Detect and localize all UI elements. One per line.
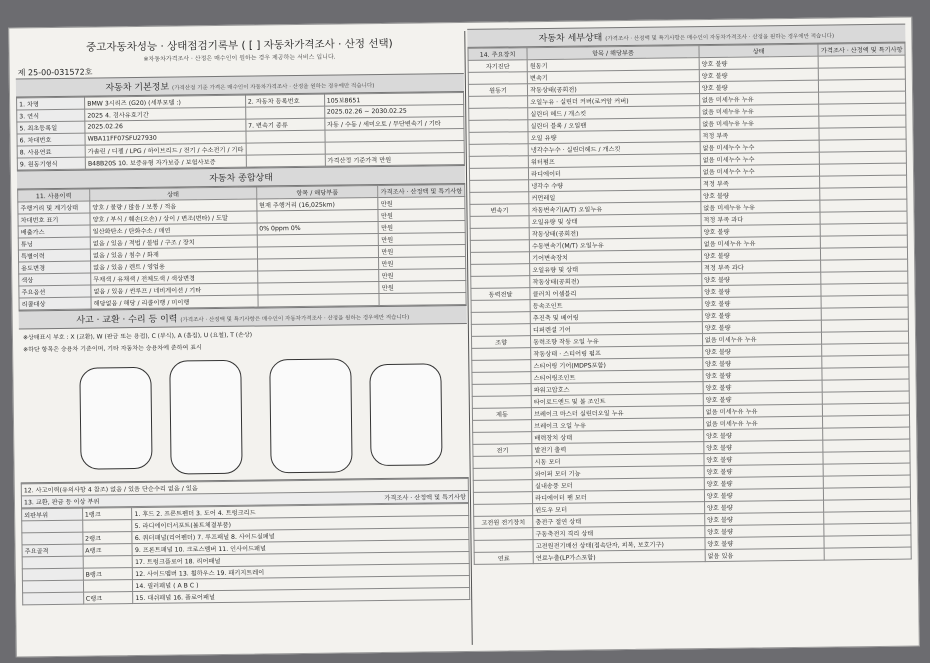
detail-cell: 커먼레일 <box>529 190 701 204</box>
detail-cell: 없음 미세누수 누수 <box>700 140 820 153</box>
detail-cell: 스티어링조인트 <box>531 370 703 384</box>
detail-cell <box>474 504 533 517</box>
summary-cell: 용도변경 <box>19 261 91 274</box>
detail-cell <box>470 240 529 253</box>
detail-cell: 수동변속기(M/T) 오일누유 <box>529 238 701 252</box>
detail-cell: 변속기 <box>470 204 529 217</box>
detail-price-cell <box>823 403 910 416</box>
basic-info-cell: 3. 연식 <box>17 109 85 122</box>
exchange-cell <box>22 580 83 593</box>
accident-title: 사고 · 교환 · 수리 등 이력 <box>76 314 178 326</box>
detail-price-cell <box>825 547 912 560</box>
summary-cell: 주행거리 및 계기상태 <box>18 201 90 214</box>
detail-cell <box>469 156 528 169</box>
basic-info-cell: 2. 자동차 등록번호 <box>245 94 324 107</box>
summary-cell: 양호 / 부식 / 훼손(오손) / 상이 / 변조(변타) / 도말 <box>90 211 257 225</box>
detail-cell <box>469 96 528 109</box>
detail-column-header: 항목 / 해당부품 <box>527 46 699 60</box>
summary-column-header: 상태 <box>90 187 257 201</box>
detail-price-cell <box>824 511 911 524</box>
detail-column-header: 14. 주요장치 <box>468 48 527 61</box>
exchange-cell: 15. 대쉬패널 16. 플로어패널 <box>133 587 470 603</box>
form-title: 중고자동차성능 · 상태점검기록부 ( [ ] 자동차가격조사 · 산정 선택) <box>86 37 393 54</box>
detail-cell: 오일누유 · 실린더 커버(로커암 커버) <box>528 94 700 108</box>
detail-cell <box>472 372 531 385</box>
detail-cell <box>469 168 528 181</box>
summary-cell: 없음 / 있음 / 썬루프 / 네비게이션 / 기타 <box>91 283 258 297</box>
basic-info-cell: 2025.02.26 <box>85 119 246 133</box>
basic-info-cell: BMW 3시리즈 (G20) (세부모델 :) <box>85 95 246 109</box>
detail-cell: 변속기 <box>527 70 699 84</box>
exchange-cell <box>23 592 84 605</box>
summary-header: 자동차 종합상태 <box>17 165 465 189</box>
detail-cell <box>471 312 530 325</box>
left-page <box>15 29 471 652</box>
summary-cell: 리콜대상 <box>19 297 91 310</box>
detail-cell: 없음 미세누유 누유 <box>701 200 821 213</box>
summary-column-header: 항목 / 해당부품 <box>256 186 378 199</box>
detail-cell: 양호 불량 <box>702 272 822 285</box>
basic-info-cell <box>246 142 325 155</box>
summary-cell: 만원 <box>378 196 465 209</box>
summary-cell: 만원 <box>379 280 466 293</box>
detail-cell: 냉각수누수 · 실린더헤드 / 개스킷 <box>528 142 700 156</box>
detail-cell: 없음 있음 <box>705 548 825 561</box>
detail-cell <box>473 492 532 505</box>
summary-cell: 차대번호 표기 <box>18 213 90 226</box>
detail-cell: 양호 불량 <box>699 68 819 81</box>
detail-cell: 없음 미세누유 누유 <box>701 236 821 249</box>
detail-cell: 라디에이터 <box>529 166 701 180</box>
detail-cell: 구동축전지 격리 상태 <box>533 526 705 540</box>
detail-cell: 작동상태(공회전) <box>530 274 702 288</box>
summary-cell: 0% 0ppm 0% <box>257 222 379 235</box>
detail-cell: 양호 불량 <box>703 392 823 405</box>
detail-cell <box>472 348 531 361</box>
detail-cell: 없음 미세누유 누유 <box>703 404 823 417</box>
detail-price-cell <box>824 523 911 536</box>
detail-cell: 와이퍼 모터 기능 <box>532 466 704 480</box>
summary-cell: 없음 / 있음 / 적법 / 불법 / 구조 / 장치 <box>90 235 257 249</box>
summary-cell <box>379 292 466 305</box>
exchange-cell: B랭크 <box>83 568 133 581</box>
detail-cell: 고전원전기배선 상태(접속단자, 피복, 보호기구) <box>533 538 705 552</box>
detail-price-cell <box>822 319 909 332</box>
detail-price-cell <box>820 151 907 164</box>
exchange-cell <box>82 520 132 533</box>
detail-cell <box>471 300 530 313</box>
detail-cell: 브레이크 마스터 실린더오일 누유 <box>531 406 703 420</box>
summary-cell: 양호 / 불량 / 많음 / 보통 / 적음 <box>90 199 257 213</box>
detail-cell: 발전기 출력 <box>532 442 704 456</box>
detail-cell: 워터펌프 <box>528 154 700 168</box>
detail-cell: 제동 <box>472 408 531 421</box>
exchange-cell <box>22 520 83 533</box>
summary-cell: 특별이력 <box>18 249 90 262</box>
detail-price-cell <box>820 175 907 188</box>
summary-cell: 만원 <box>379 256 466 269</box>
detail-cell <box>470 192 529 205</box>
summary-cell: 해당없음 / 해당 / 리콜이행 / 미이행 <box>91 295 258 309</box>
detail-cell: 양호 불량 <box>705 536 825 549</box>
accident-history-row: 12. 사고이력(유의사항 4 참조) 없음 / 있음 단순수리 없음 / 있음 <box>21 478 468 495</box>
detail-cell <box>472 360 531 373</box>
detail-price-cell <box>823 451 910 464</box>
basic-info-cell: 가격산정 기준가격 만원 <box>325 152 464 166</box>
summary-cell: 만원 <box>379 244 466 257</box>
detail-cell: 양호 불량 <box>704 476 824 489</box>
detail-cell: 양호 불량 <box>703 356 823 369</box>
basic-info-cell: WBA11FF07SFU27930 <box>85 131 246 145</box>
detail-cell: 시동 모터 <box>532 454 704 468</box>
exchange-cell <box>22 556 83 569</box>
summary-cell: 만원 <box>378 208 465 221</box>
detail-cell: 오일유량 및 상태 <box>530 262 702 276</box>
detail-cell: 자동변속기(A/T) 오일누유 <box>529 202 701 216</box>
exchange-cell: A랭크 <box>83 544 133 557</box>
detail-cell <box>473 420 532 433</box>
detail-price-cell <box>822 331 909 344</box>
detail-cell: 양호 불량 <box>703 368 823 381</box>
detail-price-cell <box>819 67 906 80</box>
detail-cell: 타이로드엔드 및 볼 조인트 <box>531 394 703 408</box>
detail-cell: 기어변속장치 <box>530 250 702 264</box>
exchange-cell: 6. 쿼터패널(리어펜더) 7. 루프패널 8. 사이드실패널 <box>132 527 469 543</box>
detail-cell: 동력전달 <box>471 288 530 301</box>
detail-cell: 작동상태(공회전) <box>528 82 700 96</box>
detail-cell: 오일유량 및 상태 <box>529 214 701 228</box>
detail-cell: 추진축 및 베어링 <box>530 310 702 324</box>
car-left-side-diagram <box>79 367 152 470</box>
exchange-cell: C랭크 <box>83 592 133 605</box>
exchange-cell <box>22 568 83 581</box>
detail-cell: 양호 불량 <box>703 428 823 441</box>
detail-cell: 동력조향 작동 오일 누유 <box>531 334 703 348</box>
detail-price-cell <box>822 367 909 380</box>
detail-cell: 브레이크 오일 누유 <box>532 418 704 432</box>
detail-cell <box>473 480 532 493</box>
basic-info-cell: 2025 4. 검사유효기간 <box>85 107 246 121</box>
detail-cell: 없음 미세누수 누수 <box>700 152 820 165</box>
detail-cell: 오일 유량 <box>528 130 700 144</box>
summary-cell <box>258 294 380 307</box>
exchange-price-header: 가격조사 · 산정액 및 특기사항 <box>384 493 467 502</box>
detail-cell <box>472 384 531 397</box>
detail-price-cell <box>823 439 910 452</box>
detail-cell: 원동기 <box>527 58 699 72</box>
detail-cell: 고전원 전기장치 <box>474 516 533 529</box>
basic-info-cell: 가솔린 / 디젤 / LPG / 하이브리드 / 전기 / 수소전기 / 기타 <box>85 143 246 157</box>
detail-price-cell <box>820 187 907 200</box>
exchange-cell: 주요골격 <box>22 544 83 557</box>
summary-column-header: 가격조사 · 산정액 및 특기사항 <box>378 184 465 197</box>
detail-cell: 양호 불량 <box>704 452 824 465</box>
detail-cell: 양호 불량 <box>704 440 824 453</box>
detail-cell: 양호 불량 <box>704 500 824 513</box>
detail-column-header: 상태 <box>699 44 819 57</box>
detail-cell <box>473 456 532 469</box>
summary-cell: 현재 주행거리 (16,025km) <box>256 198 378 211</box>
detail-price-cell <box>822 379 909 392</box>
detail-price-cell <box>822 355 909 368</box>
detail-price-cell <box>820 199 907 212</box>
detail-cell <box>471 324 530 337</box>
detail-cell: 자기진단 <box>468 60 527 73</box>
detail-cell <box>473 432 532 445</box>
summary-cell: 무채색 / 유채색 / 전체도색 / 색상변경 <box>91 271 258 285</box>
detail-price-cell <box>823 427 910 440</box>
detail-cell: 충전구 절연 상태 <box>533 514 705 528</box>
detail-cell: 양호 불량 <box>702 308 822 321</box>
basic-info-cell: B48B20S 10. 보증유형 자가보증 / 보험사보증 <box>85 155 246 169</box>
right-page <box>467 24 913 647</box>
summary-cell: 없음 / 있음 / 렌트 / 영업용 <box>91 259 258 273</box>
detail-cell: 실린더 헤드 / 개스킷 <box>528 106 700 120</box>
detail-price-cell <box>821 235 908 248</box>
detail-cell <box>473 468 532 481</box>
summary-cell: 색상 <box>19 273 91 286</box>
detail-cell: 클러치 어셈블리 <box>530 286 702 300</box>
detail-price-cell <box>821 247 908 260</box>
detail-cell: 작동상태 · 스티어링 펌프 <box>531 346 703 360</box>
detail-cell <box>469 108 528 121</box>
detail-cell: 작동상태(공회전) <box>529 226 701 240</box>
detail-price-cell <box>824 499 911 512</box>
detail-cell: 양호 불량 <box>704 488 824 501</box>
detail-cell: 양호 불량 <box>705 524 825 537</box>
detail-cell: 라디에이터 팬 모터 <box>533 490 705 504</box>
detail-cell <box>469 120 528 133</box>
basic-info-cell: 9. 원동기형식 <box>17 157 85 170</box>
detail-cell <box>471 276 530 289</box>
basic-info-note: (가격산정 기준 가격은 매수인이 자동차가격조사 · 산정을 원하는 경우에만 적습니다) <box>171 83 375 92</box>
summary-cell: 만원 <box>379 220 466 233</box>
summary-column-header: 11. 사용이력 <box>18 189 90 202</box>
exchange-cell: 17. 트렁크플로어 18. 리어패널 <box>133 551 470 567</box>
detail-cell: 양호 불량 <box>702 296 822 309</box>
summary-cell: 일산화탄소 / 탄화수소 / 매연 <box>90 223 257 237</box>
detail-cell: 양호 불량 <box>701 248 821 261</box>
detail-cell: 없음 미세누유 누유 <box>699 92 819 105</box>
detail-cell: 양호 불량 <box>701 188 821 201</box>
detail-price-cell <box>823 415 910 428</box>
detail-cell: 배력장치 상태 <box>532 430 704 444</box>
basic-info-cell: 8. 사용연료 <box>17 145 85 158</box>
detail-price-cell <box>819 79 906 92</box>
detail-price-cell <box>823 391 910 404</box>
basic-info-cell: 7. 변속기 종류 <box>246 118 325 131</box>
detail-cell <box>470 228 529 241</box>
basic-info-table <box>16 92 465 170</box>
detail-cell <box>470 180 529 193</box>
detail-cell: 없음 미세누유 누유 <box>703 416 823 429</box>
exchange-cell <box>83 556 133 569</box>
basic-info-cell: 1. 차명 <box>17 97 85 110</box>
exchange-cell <box>83 580 133 593</box>
basic-info-cell <box>246 154 325 167</box>
detail-cell: 양호 불량 <box>703 380 823 393</box>
summary-table <box>17 184 466 310</box>
detail-cell <box>469 132 528 145</box>
detail-cell: 없음 미세누수 누수 <box>700 164 820 177</box>
detail-cell: 양호 불량 <box>704 464 824 477</box>
detail-cell: 스티어링 기어(MDPS포함) <box>531 358 703 372</box>
detail-price-cell <box>820 211 907 224</box>
detail-price-cell <box>820 163 907 176</box>
detail-cell: 실린더 블록 / 오일팬 <box>528 118 700 132</box>
document-number: 제 25-00-031572호 <box>17 67 93 78</box>
accident-note: (가격조사 · 산정액 및 특기사항은 매수인이 자동차가격조사 · 산정을 원하는 경우에만 적습니다) <box>180 314 410 324</box>
basic-info-cell: 2025.02.26 ~ 2030.02.25 <box>324 104 463 118</box>
car-frame-diagram <box>269 358 352 473</box>
detail-price-cell <box>824 463 911 476</box>
exchange-cell: 2랭크 <box>83 532 133 545</box>
detail-price-cell <box>821 271 908 284</box>
detail-cell <box>470 216 529 229</box>
detail-cell: 연료누출(LP가스포함) <box>533 550 705 564</box>
detail-cell: 양호 불량 <box>702 344 822 357</box>
summary-cell: 튜닝 <box>18 237 90 250</box>
detail-cell <box>469 144 528 157</box>
detail-price-cell <box>824 475 911 488</box>
detail-price-cell <box>821 223 908 236</box>
detail-price-cell <box>819 103 906 116</box>
detail-cell: 양호 불량 <box>701 224 821 237</box>
detail-cell: 양호 불량 <box>699 56 819 69</box>
detail-cell: 전기 <box>473 444 532 457</box>
detail-price-cell <box>819 115 906 128</box>
detail-cell: 등속조인트 <box>530 298 702 312</box>
detail-cell: 적정 부족 과다 <box>701 212 821 225</box>
summary-cell: 없음 / 있음 / 침수 / 화재 <box>90 247 257 261</box>
detail-cell <box>474 528 533 541</box>
legend-note: ※하단 항목은 승용차 기준이며, 기타 자동차는 승용차에 준하여 표시 <box>23 344 202 354</box>
detail-cell <box>474 540 533 553</box>
car-right-side-diagram <box>369 363 442 466</box>
basic-info-cell: 105보8651 <box>324 92 463 106</box>
detail-table <box>467 43 911 565</box>
detail-note: (가격조사 · 산정액 및 특기사항은 매수인이 자동차가격조사 · 산정을 원하는 경우에만 적습니다) <box>605 33 835 43</box>
summary-cell: 만원 <box>379 232 466 245</box>
exchange-cell: 5. 라디에이터서포트(볼트체결부품) <box>132 515 469 531</box>
detail-cell <box>468 72 527 85</box>
detail-cell: 윈도우 모터 <box>533 502 705 516</box>
exchange-cell: 외판부위 <box>22 508 83 521</box>
exchange-cell: 1랭크 <box>82 508 132 521</box>
exchange-cell: 1. 후드 2. 프론트펜더 3. 도어 4. 트렁크리드 <box>132 503 469 519</box>
detail-title: 자동차 세부상태 <box>538 33 603 45</box>
inspection-record-sheet <box>8 17 920 658</box>
detail-cell: 조향 <box>471 336 530 349</box>
exchange-cell: 9. 프론트패널 10. 크로스멤버 11. 인사이드패널 <box>132 539 469 555</box>
legend-symbols: ※상태표시 부호 : X (교환), W (판금 또는 용접), C (부식), A (흠집), U (요철), T (손상) <box>22 331 253 342</box>
detail-price-cell <box>819 55 906 68</box>
exchange-cell: 12. 사이드멤버 13. 휠하우스 19. 패키지트레이 <box>133 563 470 579</box>
exchange-table <box>21 503 470 605</box>
detail-cell: 냉각수 수량 <box>529 178 701 192</box>
basic-info-title: 자동차 기본정보 <box>105 82 170 94</box>
detail-price-cell <box>819 127 906 140</box>
detail-cell: 없음 미세누유 누유 <box>702 332 822 345</box>
detail-cell <box>472 396 531 409</box>
exchange-cell: 14. 필러패널 ( A B C ) <box>133 575 470 591</box>
detail-price-cell <box>819 91 906 104</box>
vehicle-diagram <box>19 327 469 483</box>
form-subtitle: ※자동차가격조사 · 산정은 매수인이 원하는 경우 제공하는 서비스 입니다. <box>143 53 336 63</box>
basic-info-cell <box>246 130 325 143</box>
detail-price-cell <box>821 295 908 308</box>
detail-cell: 없음 미세누유 누유 <box>700 104 820 117</box>
detail-price-cell <box>822 307 909 320</box>
exchange-title: 13. 교환, 판금 등 이상 부위 <box>23 498 100 507</box>
detail-cell: 연료 <box>474 552 533 565</box>
detail-cell: 양호 불량 <box>702 284 822 297</box>
detail-cell: 양호 불량 <box>702 320 822 333</box>
detail-price-cell <box>821 283 908 296</box>
summary-cell: 만원 <box>379 268 466 281</box>
exchange-cell <box>22 532 83 545</box>
detail-cell: 적정 부족 <box>700 176 820 189</box>
detail-price-cell <box>824 535 911 548</box>
detail-cell: 적정 부족 과다 <box>701 260 821 273</box>
detail-price-cell <box>820 139 907 152</box>
detail-cell: 양호 불량 <box>704 512 824 525</box>
detail-column-header: 가격조사 · 산정액 및 특기사항 <box>818 43 905 56</box>
accident-header <box>19 305 467 329</box>
car-top-outer-diagram <box>169 360 242 475</box>
detail-cell <box>470 252 529 265</box>
summary-cell: 배출가스 <box>18 225 90 238</box>
detail-cell: 실내송풍 모터 <box>532 478 704 492</box>
basic-info-cell: 6. 차대번호 <box>17 133 85 146</box>
detail-cell: 파워고압호스 <box>531 382 703 396</box>
detail-price-cell <box>822 343 909 356</box>
detail-cell <box>471 264 530 277</box>
detail-cell: 양호 불량 <box>699 80 819 93</box>
detail-cell: 디퍼렌셜 기어 <box>530 322 702 336</box>
detail-cell: 없음 미세누유 누유 <box>700 116 820 129</box>
detail-price-cell <box>821 259 908 272</box>
basic-info-cell: 5. 최초등록일 <box>17 121 85 134</box>
summary-cell: 주요옵션 <box>19 285 91 298</box>
detail-cell: 원동기 <box>468 84 527 97</box>
detail-cell: 적정 부족 <box>700 128 820 141</box>
detail-price-cell <box>824 487 911 500</box>
basic-info-cell <box>245 106 324 119</box>
basic-info-cell: 자동 / 수동 / 세미오토 / 무단변속기 / 기타 <box>324 116 463 130</box>
